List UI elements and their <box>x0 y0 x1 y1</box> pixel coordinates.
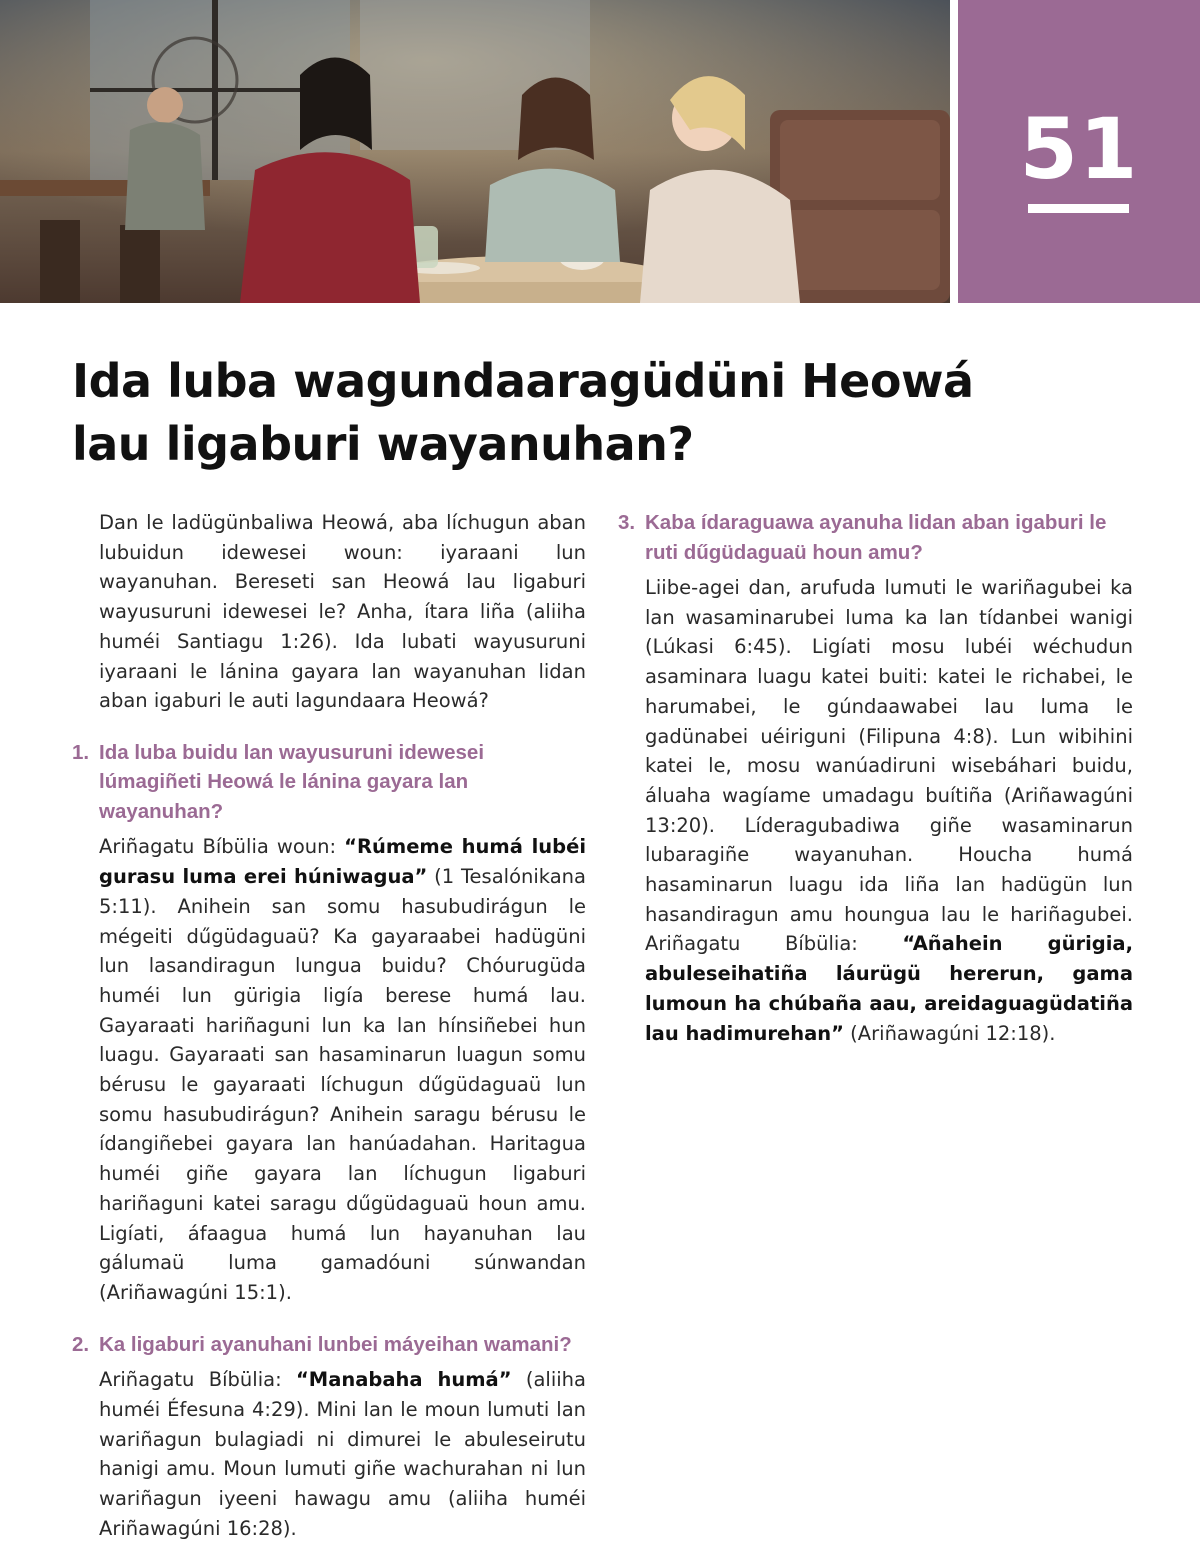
answer-2-quote: “Manabaha humá” <box>295 1368 512 1392</box>
question-2-text: Ka ligaburi ayanuhani lunbei máyeihan wamani? <box>99 1332 572 1356</box>
right-column <box>618 508 1133 1070</box>
page-title <box>72 350 1072 476</box>
answer-1-paragraph <box>72 832 586 1307</box>
question-3-number: 3. <box>618 511 636 534</box>
answer-1-lead: Ariñagatu Bíbülia woun: <box>99 835 345 859</box>
intro-paragraph: Dan le ladügünbaliwa Heowá, aba líchugun aban lubuidun idewesei woun: iyaraani lun wayanuhan. Bereseti san Heowá lau ligaburi wayusuruni idewesei le? Anha, ítara liña (aliiha huméi Santiagu 1:26). Ida lubati wayusuruni iyaraani le lánina gayara lan wayanuhan lidan aban igaburi le auti lagundaara Heowá? <box>99 511 586 713</box>
answer-3-lead: Liibe-agei dan, arufuda lumuti le wariñagubei ka lan wasaminarubei luma ka lan tídanbei wanigi (Lúkasi 6:45). Ligíati mosu lubéi wéchudun asaminara luagu katei buiti: katei le richabei, le harumabei, le gúndaawabei lau luma le gadünabei uéiriguni (Filipuna 4:8). Lun wibihini katei le, mosu wanúadiruni wisebáhari buidu, áluaha wagíame umadagu buítiña (Ariñawagúni 13:20). Líderagubadiwa giñe wasaminarun lubaragiñe wayanuhan. Houcha humá hasaminarun luagu ida liña lan hadügün lun hasandiragun amu houngua lau le hariñagubei. Ariñagatu Bíbülia: <box>645 576 1133 956</box>
hero-photo <box>0 0 950 303</box>
question-1-text: Ida luba buidu lan wayusuruni idewesei lúmagiñeti Heowá le lánina gayara lan wayanuhan? <box>99 740 485 823</box>
answer-3-paragraph <box>618 573 1133 1048</box>
answer-2-body: (aliiha huméi Éfesuna 4:29). Mini lan le moun lumuti lan wariñagun bulagiadi ni dimurei le abuleseirutu hanigi amu. Moun lumuti giñe wachurahan ni lun wariñagun iyeeni hawagu amu (aliiha huméi Ariñawagúni 16:28). <box>99 1368 586 1540</box>
question-3-text: Kaba ídaraguawa ayanuha lidan aban igaburi le ruti dűgüdaguaü houn amu? <box>645 511 1107 564</box>
answer-2-paragraph <box>72 1365 586 1543</box>
question-1-number: 1. <box>72 740 90 764</box>
question-2-number: 2. <box>72 1332 90 1356</box>
lesson-number: 51 <box>1019 100 1139 198</box>
badge-underline <box>1028 204 1129 213</box>
lesson-number-badge <box>958 0 1200 303</box>
answer-3-quote: “Añahein gürigia, abuleseihatiña láurügü hererun, gama lumoun ha chúbaña aau, areidaguagüdatiña lau hadimurehan” <box>645 932 1134 1045</box>
question-3-heading <box>618 508 1133 567</box>
answer-2-lead: Ariñagatu Bíbülia: <box>99 1368 296 1392</box>
answer-3-body: (Ariñawagúni 12:18). <box>843 1021 1056 1045</box>
page-title-line-2: lau ligaburi wayanuhan? <box>72 417 694 471</box>
answer-1-quote: “Rúmeme humá lubéi gurasu luma erei húniwagua” <box>99 835 587 889</box>
page-title-line-1: Ida luba wagundaaragüdüni Heowá <box>72 354 974 408</box>
question-1-heading <box>72 738 586 827</box>
left-column <box>72 508 586 1565</box>
answer-1-body: (1 Tesalónikana 5:11). Anihein san somu hasubudirágun le mégeiti dűgüdaguaü? Ka gayaraabei hadügüni lun lasandiragun lungua buidu? Chóurugüda huméi lun gürigia ligía berese humá lau. Gayaraati hariñaguni lun ka lan hínsiñebei hun luagu. Gayaraati san hasaminarun luagun somu bérusu le gayaraati líchugun dűgüdaguaü lun somu hasubudirágun? Anihein saragu bérusu le ídangiñebei gayara lan hanúadahan. Haritagua huméi giñe gayara lan líchugun ligaburi hariñaguni katei saragu dűgüdaguaü houn amu. Ligíati, áfaagua humá lun hayanuhan lau gálumaü luma gamadóuni súnwandan (Ariñawagúni 15:1). <box>99 865 586 1304</box>
cafe-scene-illustration <box>0 0 950 303</box>
question-2-heading <box>72 1330 586 1360</box>
